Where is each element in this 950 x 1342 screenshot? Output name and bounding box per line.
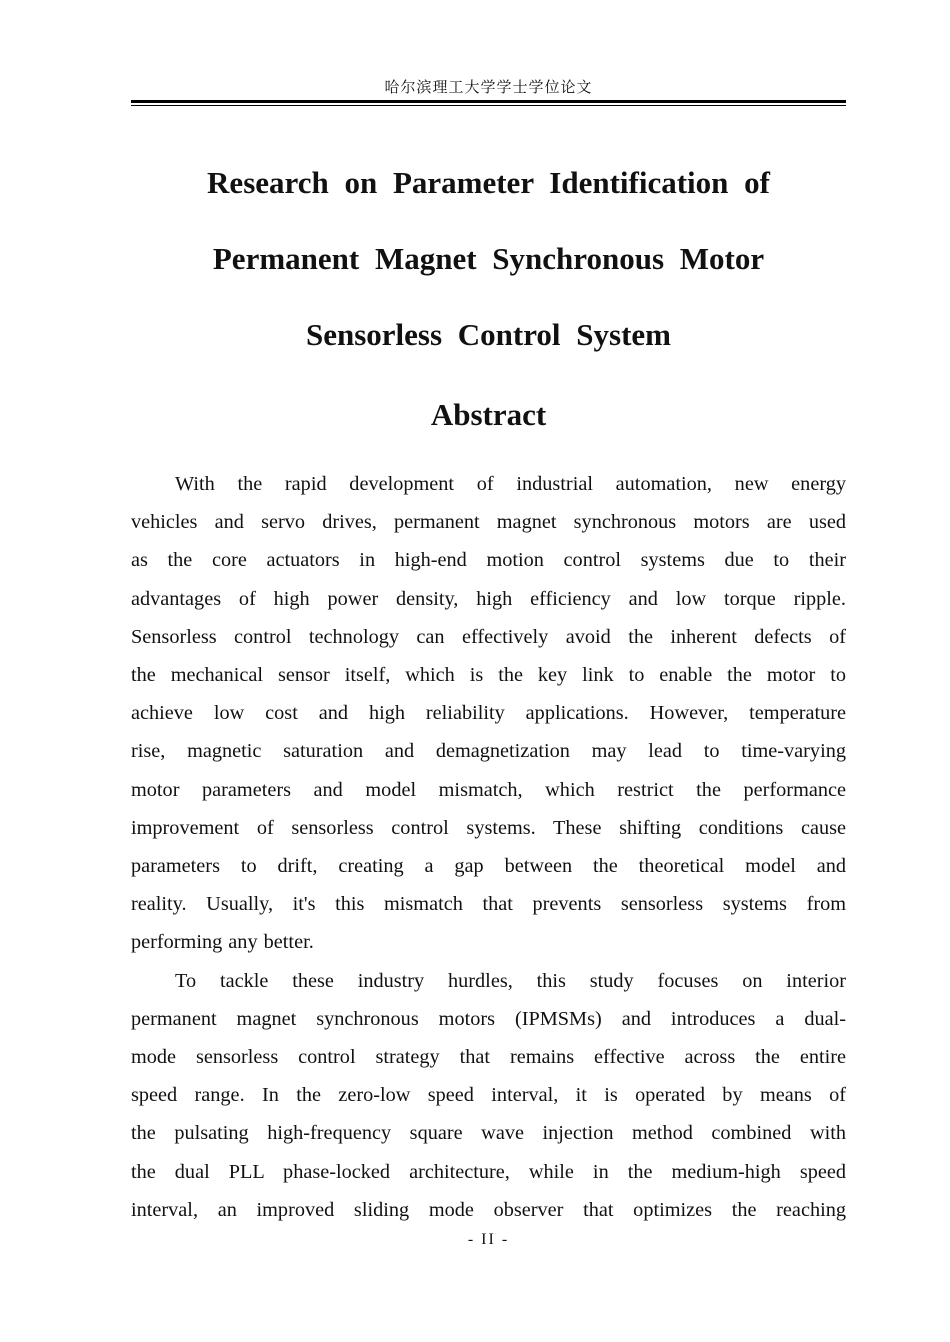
text-line: motor parameters and model mismatch, which restrict the performance	[131, 778, 846, 801]
text-line: achieve low cost and high reliability applications. However, temperature	[131, 702, 846, 725]
text-line: performing any better.	[131, 931, 314, 954]
text-line: To tackle these industry hurdles, this study focuses on interior	[175, 969, 846, 992]
text-line: the mechanical sensor itself, which is the key link to enable the motor to	[131, 664, 846, 687]
text-line: speed range. In the zero-low speed interval, it is operated by means of	[131, 1084, 846, 1107]
title-line: Permanent Magnet Synchronous Motor	[212, 241, 765, 276]
title-line: Sensorless Control System	[305, 317, 672, 352]
text-line: parameters to drift, creating a gap between the theoretical model and	[131, 855, 846, 878]
text-line: advantages of high power density, high efficiency and low torque ripple.	[131, 587, 846, 610]
text-line: reality. Usually, it's this mismatch that prevents sensorless systems from	[131, 893, 846, 916]
text-line: interval, an improved sliding mode observer that optimizes the reaching	[131, 1198, 846, 1221]
text-line: vehicles and servo drives, permanent magnet synchronous motors are used	[131, 511, 846, 534]
text-line: permanent magnet synchronous motors (IPMSMs) and introduces a dual-	[131, 1007, 846, 1030]
text-line: the pulsating high-frequency square wave injection method combined with	[131, 1122, 846, 1145]
header-rule-thick	[131, 100, 846, 103]
page-number: - II -	[467, 1231, 510, 1248]
text-line: as the core actuators in high-end motion control systems due to their	[131, 549, 846, 572]
running-header: 哈尔滨理工大学学士学位论文	[384, 80, 593, 96]
text-line: rise, magnetic saturation and demagnetization may lead to time-varying	[131, 740, 846, 763]
header-rule-thin	[131, 105, 846, 106]
text-line: improvement of sensorless control systems. These shifting conditions cause	[131, 816, 846, 839]
abstract-heading: Abstract	[430, 397, 547, 432]
title-line: Research on Parameter Identification of	[207, 165, 770, 200]
abstract-paragraph-2	[131, 962, 846, 1229]
abstract-paragraph-1	[131, 465, 846, 962]
thesis-title	[131, 145, 846, 373]
text-line: With the rapid development of industrial automation, new energy	[175, 473, 846, 495]
text-line: Sensorless control technology can effectively avoid the inherent defects of	[131, 625, 846, 648]
text-line: mode sensorless control strategy that remains effective across the entire	[131, 1046, 846, 1069]
text-line: the dual PLL phase-locked architecture, while in the medium-high speed	[131, 1160, 846, 1183]
abstract-body	[131, 465, 846, 1229]
